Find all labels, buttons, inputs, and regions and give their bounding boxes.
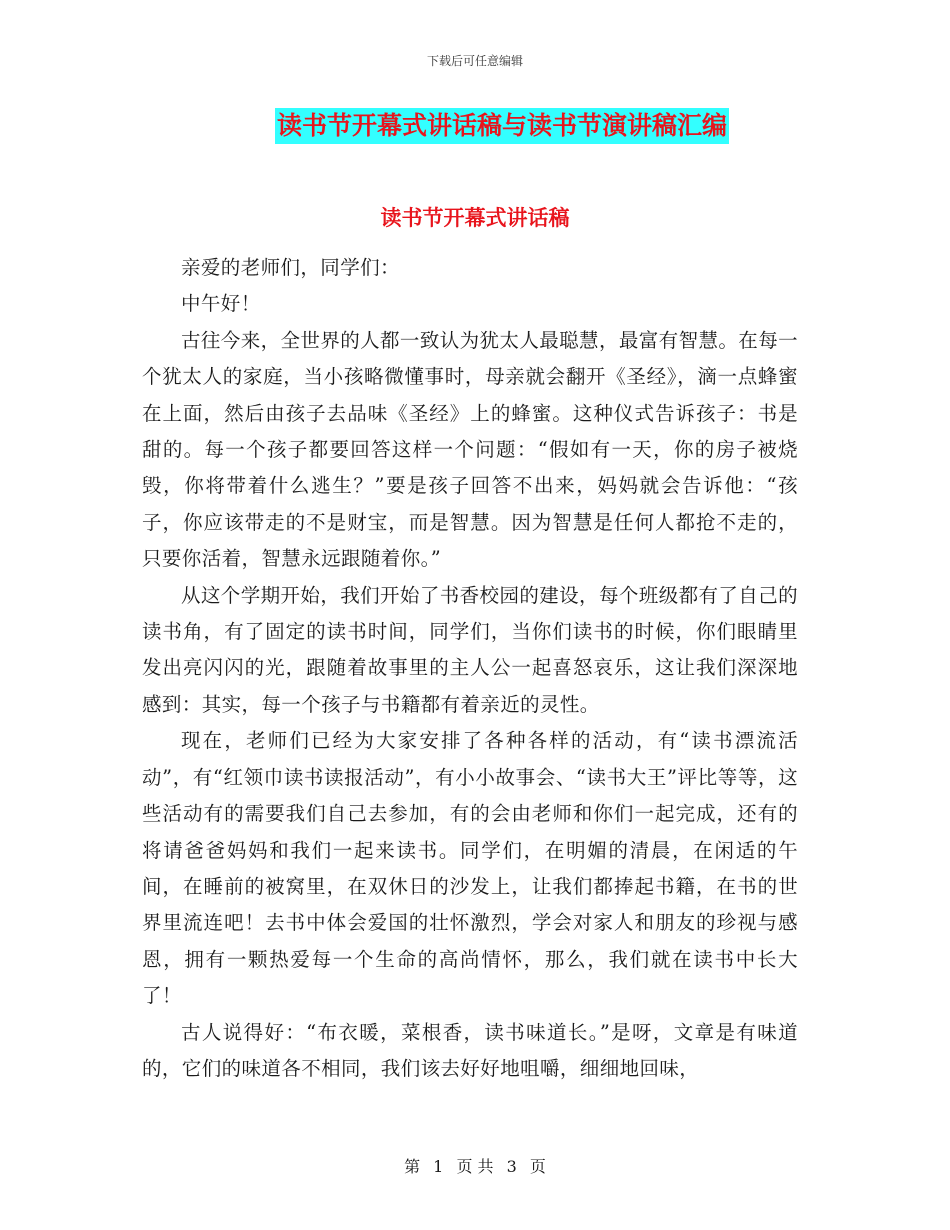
page-number: 1 — [433, 1157, 444, 1176]
paragraph: 古人说得好：“布衣暖，菜根香，读书味道长。”是呀，文章是有味道的，它们的味道各不相同，我们该去好好地咀嚼，细细地回味， — [142, 1020, 798, 1080]
page-total: 3 — [506, 1157, 517, 1176]
document-body — [142, 250, 798, 1087]
footer-middle: 页 共 — [456, 1157, 494, 1176]
paragraph-greeting: 中午好！ — [181, 292, 261, 316]
paragraph-salutation: 亲爱的老师们，同学们： — [181, 256, 400, 279]
footer-prefix: 第 — [404, 1157, 421, 1176]
page-footer — [0, 1154, 950, 1177]
paragraph: 从这个学期开始，我们开始了书香校园的建设，每个班级都有了自己的读书角，有了固定的读书时间，同学们，当你们读书的时候，你们眼睛里发出亮闪闪的光，跟随着故事里的主人公一起喜怒哀乐，这让我们深深地感到：其实，每一个孩子与书籍都有着亲近的灵性。 — [142, 583, 798, 716]
footer-suffix: 页 — [529, 1157, 546, 1176]
header-note: 下载后可任意编辑 — [426, 54, 523, 68]
main-title-container — [0, 108, 950, 144]
main-title: 读书节开幕式讲话稿与读书节演讲稿汇编 — [275, 108, 729, 144]
section-title: 读书节开幕式讲话稿 — [380, 206, 570, 230]
paragraph: 古往今来，全世界的人都一致认为犹太人最聪慧，最富有智慧。在每一个犹太人的家庭，当小孩略微懂事时，母亲就会翻开《圣经》，滴一点蜂蜜在上面，然后由孩子去品味《圣经》上的蜂蜜。这种仪式告诉孩子：书是甜的。每一个孩子都要回答这样一个问题：“假如有一天，你的房子被烧毁，你将带着什么逃生？”要是孩子回答不出来，妈妈就会告诉他：“孩子，你应该带走的不是财宝，而是智慧。因为智慧是任何人都抢不走的，只要你活着，智慧永远跟随着你。” — [142, 328, 798, 571]
paragraph: 现在，老师们已经为大家安排了各种各样的活动，有“读书漂流活动”，有“红领巾读书读报活动”，有小小故事会、“读书大王”评比等等，这些活动有的需要我们自己去参加，有的会由老师和你们一起完成，还有的将请爸爸妈妈和我们一起来读书。同学们，在明媚的清晨，在闲适的午间，在睡前的被窝里，在双休日的沙发上，让我们都捧起书籍，在书的世界里流连吧！去书中体会爱国的壮怀激烈，学会对家人和朋友的珍视与感恩，拥有一颗热爱每一个生命的高尚情怀，那么，我们就在读书中长大了！ — [142, 729, 798, 1008]
